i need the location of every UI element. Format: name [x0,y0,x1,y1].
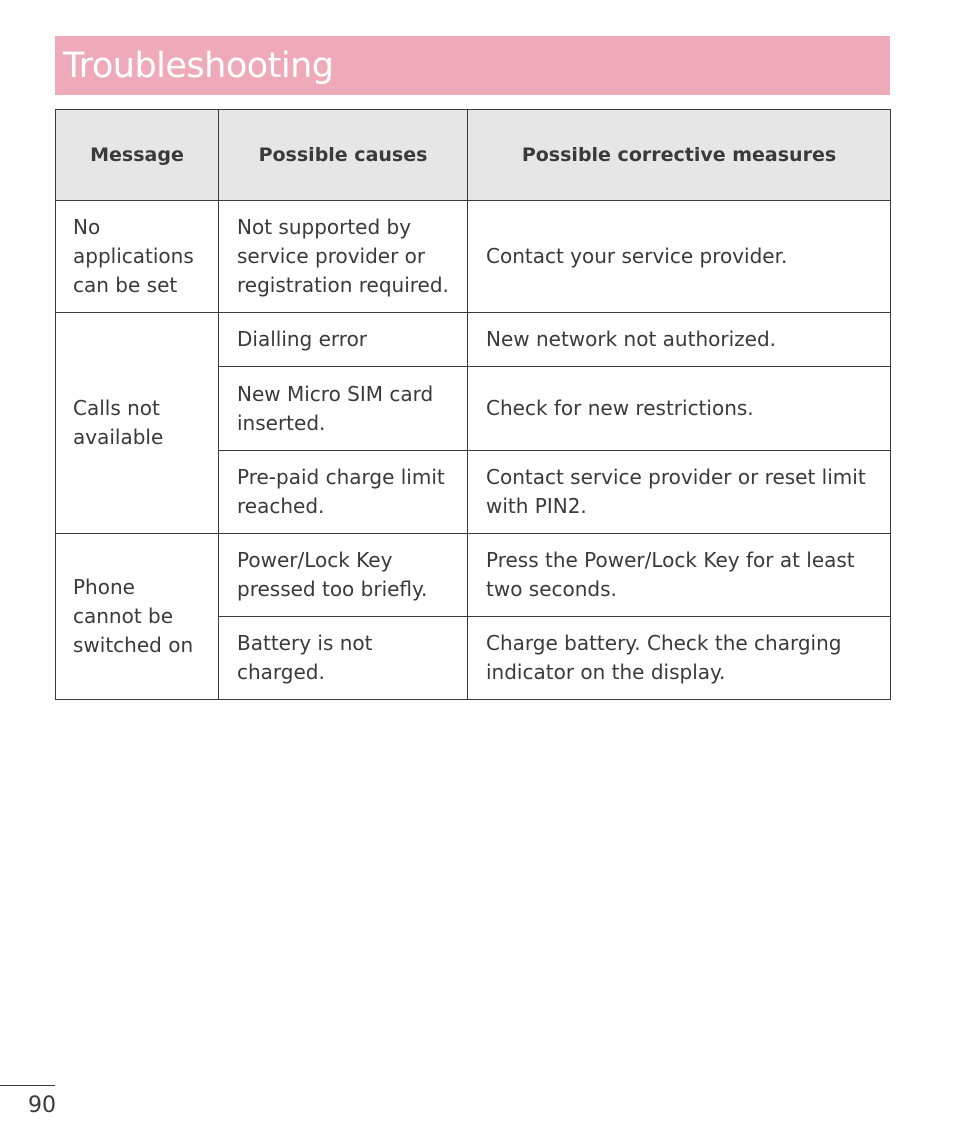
table-row [56,313,891,367]
measure-cell: Check for new restrictions. [468,367,891,451]
table-header-row [56,110,891,201]
page-title: Troubleshooting [63,45,334,86]
measure-cell: Contact service provider or reset limit with PIN2. [468,451,891,534]
cause-cell: Not supported by service provider or registration required. [219,201,468,313]
cause-cell: Pre-paid charge limit reached. [219,451,468,534]
cause-cell: Battery is not charged. [219,617,468,700]
table-row [56,201,891,313]
page-number-rule [0,1085,55,1086]
page-number: 90 [28,1093,56,1118]
cause-cell: Dialling error [219,313,468,367]
troubleshooting-table [55,109,891,700]
header-message: Message [56,110,219,201]
measure-cell: Press the Power/Lock Key for at least two seconds. [468,534,891,617]
measure-cell: New network not authorized. [468,313,891,367]
message-cell: No applications can be set [56,201,219,313]
measure-cell: Charge battery. Check the charging indicator on the display. [468,617,891,700]
cause-cell: New Micro SIM card inserted. [219,367,468,451]
section-title-bar [55,36,890,95]
table-row [56,534,891,617]
header-corrective-measures: Possible corrective measures [468,110,891,201]
measure-cell: Contact your service provider. [468,201,891,313]
message-cell: Calls not available [56,313,219,534]
cause-cell: Power/Lock Key pressed too briefly. [219,534,468,617]
header-possible-causes: Possible causes [219,110,468,201]
message-cell: Phone cannot be switched on [56,534,219,700]
